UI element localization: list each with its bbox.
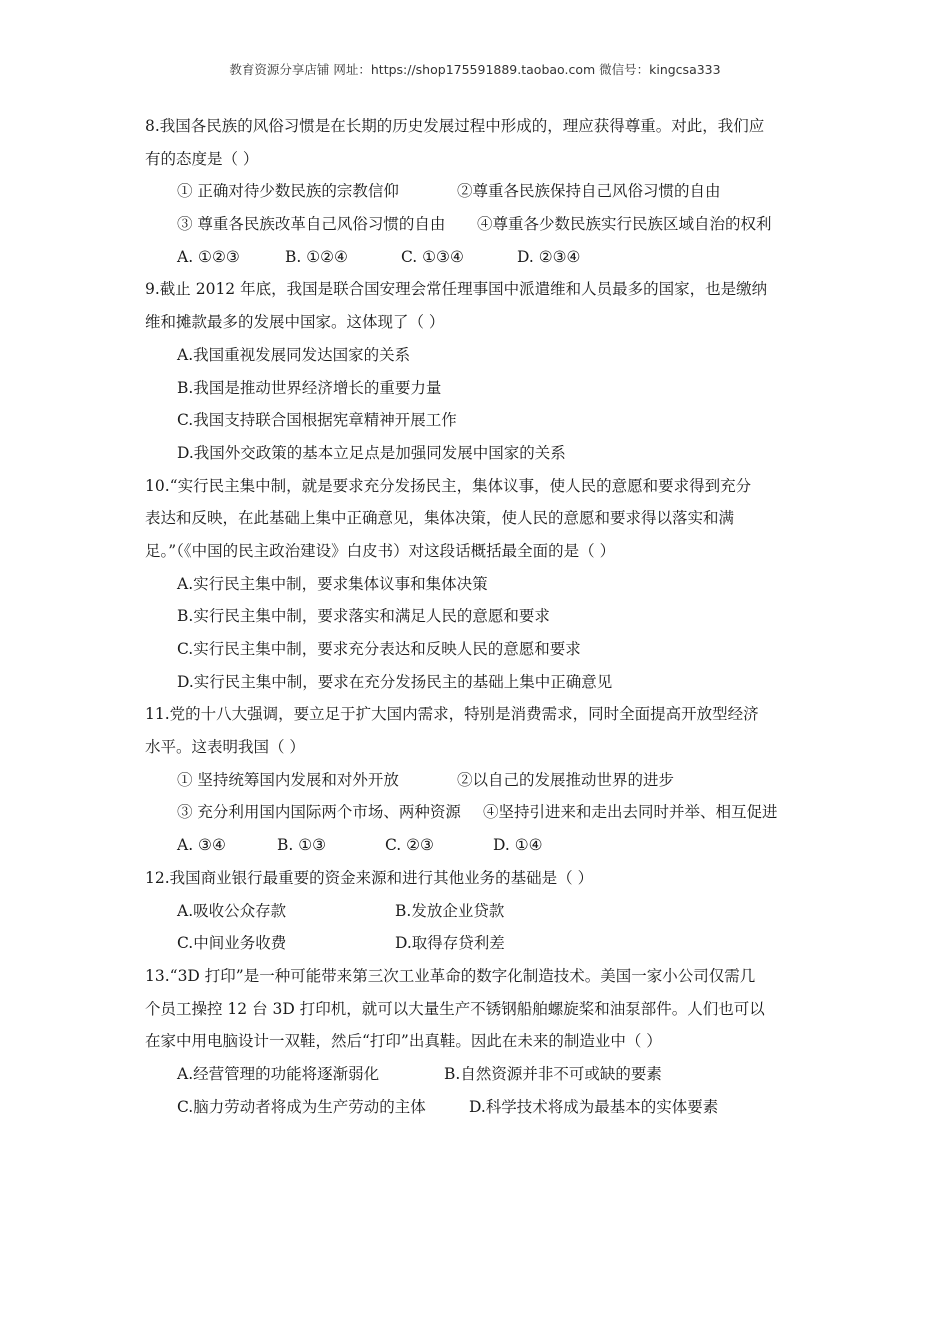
- q11-choice-b: B. ①③: [277, 836, 327, 855]
- page-header: 教育资源分享店铺 网址：https://shop175591889.taobao.com 微信号：kingcsa333: [229, 62, 721, 77]
- q8-choice-b: B. ①②④: [285, 247, 348, 266]
- q8-option-2: ②尊重各民族保持自己风俗习惯的自由: [457, 182, 721, 201]
- q11-stem-line2: 水平。这表明我国（ ）: [145, 738, 305, 757]
- q12-choice-c: C.中间业务收费: [177, 934, 287, 953]
- q9-stem-line1: 9.截止 2012 年底，我国是联合国安理会常任理事国中派遣维和人员最多的国家，也是缴纳: [145, 280, 768, 299]
- q11-option-4: ④坚持引进来和走出去同时并举、相互促进: [483, 803, 778, 822]
- q12-choice-a: A.吸收公众存款: [177, 901, 287, 920]
- q13-choice-a: A.经营管理的功能将逐渐弱化: [177, 1064, 380, 1083]
- q13-stem-line3: 在家中用电脑设计一双鞋，然后“打印”出真鞋。因此在未来的制造业中（ ）: [145, 1032, 662, 1051]
- q13-stem-line1: 13.“3D 打印”是一种可能带来第三次工业革命的数字化制造技术。美国一家小公司仅需几: [145, 966, 756, 985]
- q13-choices-row2: [145, 1091, 810, 1124]
- q12-choices-row1: [145, 895, 810, 928]
- q9-choice-c: C.我国支持联合国根据宪章精神开展工作: [177, 411, 457, 430]
- q8-option-1: ① 正确对待少数民族的宗教信仰: [177, 182, 399, 201]
- q13-choice-b: B.自然资源并非不可或缺的要素: [444, 1064, 662, 1083]
- q11-option-1: ① 坚持统筹国内发展和对外开放: [177, 770, 399, 789]
- q8-choice-c: C. ①③④: [401, 247, 464, 266]
- q8-option-3: ③ 尊重各民族改革自己风俗习惯的自由: [177, 215, 446, 234]
- q11-options-row2: [145, 796, 810, 829]
- q8-stem-line1: 8.我国各民族的风俗习惯是在长期的历史发展过程中形成的，理应获得尊重。对此，我们应: [145, 117, 765, 135]
- q8-choice-d: D. ②③④: [517, 247, 581, 266]
- q8-options-row2: [145, 208, 810, 241]
- q8-stem-line2: 有的态度是（ ）: [145, 149, 259, 168]
- question-list: [145, 110, 810, 1123]
- q13-choices-row1: [145, 1058, 810, 1091]
- q10-choice-c: C.实行民主集中制，要求充分表达和反映人民的意愿和要求: [177, 640, 581, 658]
- q12-stem-line1: 12.我国商业银行最重要的资金来源和进行其他业务的基础是（ ）: [145, 868, 594, 887]
- q13-choice-d: D.科学技术将成为最基本的实体要素: [469, 1097, 719, 1116]
- q10-stem-line2: 表达和反映，在此基础上集中正确意见，集体决策，使人民的意愿和要求得以落实和满: [145, 509, 735, 528]
- q13-stem-line2: 个员工操控 12 台 3D 打印机，就可以大量生产不锈钢船舶螺旋桨和油泵部件。人们也可以: [145, 999, 765, 1018]
- q8-choices: [145, 241, 810, 274]
- q9-choice-d: D.我国外交政策的基本立足点是加强同发展中国家的关系: [177, 443, 566, 462]
- q10-stem-line1: 10.“实行民主集中制，就是要求充分发扬民主，集体议事，使人民的意愿和要求得到充分: [145, 476, 752, 495]
- q11-choice-c: C. ②③: [385, 836, 434, 855]
- q11-option-2: ②以自己的发展推动世界的进步: [457, 770, 675, 789]
- q10-choice-d: D.实行民主集中制，要求在充分发扬民主的基础上集中正确意见: [177, 672, 613, 691]
- q11-option-3: ③ 充分利用国内国际两个市场、两种资源: [177, 803, 461, 822]
- q10-choice-a: A.实行民主集中制，要求集体议事和集体决策: [177, 574, 488, 593]
- q10-stem-line3: 足。”（《中国的民主政治建设》白皮书）对这段话概括最全面的是（ ）: [145, 541, 616, 560]
- q8-choice-a: A. ①②③: [177, 247, 240, 266]
- q12-choice-d: D.取得存贷利差: [395, 934, 505, 953]
- q12-choices-row2: [145, 927, 810, 960]
- q8-option-4: ④尊重各少数民族实行民族区域自治的权利: [477, 215, 772, 234]
- q13-choice-c: C.脑力劳动者将成为生产劳动的主体: [177, 1097, 426, 1116]
- q9-choice-b: B.我国是推动世界经济增长的重要力量: [177, 378, 442, 397]
- q11-choices: [145, 829, 810, 862]
- q11-choice-a: A. ③④: [177, 836, 226, 855]
- q11-choice-d: D. ①④: [493, 836, 543, 855]
- q11-stem-line1: 11.党的十八大强调，要立足于扩大国内需求，特别是消费需求，同时全面提高开放型经济: [145, 705, 759, 724]
- q8-options-row1: [145, 175, 810, 208]
- q10-choice-b: B.实行民主集中制，要求落实和满足人民的意愿和要求: [177, 607, 550, 626]
- q9-stem-line2: 维和摊款最多的发展中国家。这体现了（ ）: [145, 313, 445, 332]
- q12-choice-b: B.发放企业贷款: [395, 901, 505, 920]
- q9-choice-a: A.我国重视发展同发达国家的关系: [177, 345, 411, 364]
- q11-options-row1: [145, 764, 810, 797]
